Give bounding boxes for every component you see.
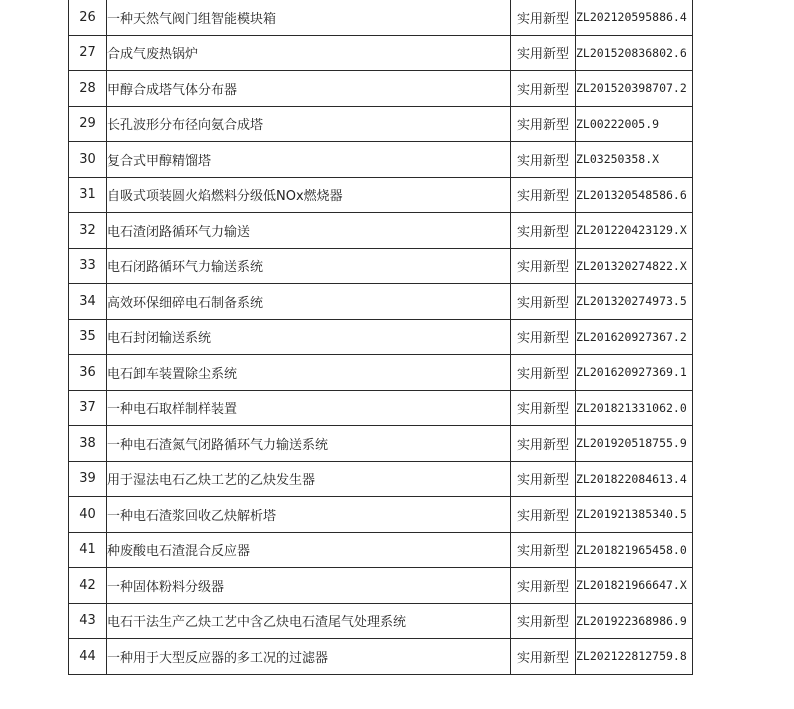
table-row [69,390,693,426]
table-row [69,568,693,604]
patent-number: ZL00222005.9 [576,106,693,142]
patent-type: 实用新型 [511,71,576,107]
row-number: 28 [69,71,107,107]
patent-number: ZL201620927367.2 [576,319,693,355]
table-row [69,319,693,355]
patent-number: ZL202122812759.8 [576,639,693,675]
table-row [69,35,693,71]
patent-number: ZL201220423129.X [576,213,693,249]
patent-number: ZL201821965458.0 [576,532,693,568]
patent-name: 电石卸车装置除尘系统 [107,355,511,391]
patent-type: 实用新型 [511,603,576,639]
patent-name: 长孔波形分布径向氨合成塔 [107,106,511,142]
table-row [69,177,693,213]
patent-type: 实用新型 [511,35,576,71]
table-row [69,106,693,142]
table-row [69,0,693,35]
patent-name: 电石干法生产乙炔工艺中含乙炔电石渣尾气处理系统 [107,603,511,639]
row-number: 31 [69,177,107,213]
patent-number: ZL03250358.X [576,142,693,178]
patent-number: ZL201822084613.4 [576,461,693,497]
table-row [69,71,693,107]
patent-name: 一种固体粉料分级器 [107,568,511,604]
patent-name: 复合式甲醇精馏塔 [107,142,511,178]
patent-name: 一种电石渣氮气闭路循环气力输送系统 [107,426,511,462]
patent-type: 实用新型 [511,142,576,178]
row-number: 42 [69,568,107,604]
patent-name: 自吸式项装圆火焰燃料分级低NOx燃烧器 [107,177,511,213]
patent-type: 实用新型 [511,248,576,284]
patent-type: 实用新型 [511,177,576,213]
table-row [69,284,693,320]
table-row [69,461,693,497]
row-number: 43 [69,603,107,639]
row-number: 35 [69,319,107,355]
patent-name: 一种用于大型反应器的多工况的过滤器 [107,639,511,675]
patent-table-sheet [68,0,692,675]
row-number: 33 [69,248,107,284]
patent-name: 高效环保细碎电石制备系统 [107,284,511,320]
table-row [69,532,693,568]
patent-type: 实用新型 [511,0,576,35]
row-number: 26 [69,0,107,35]
row-number: 44 [69,639,107,675]
patent-type: 实用新型 [511,390,576,426]
patent-number: ZL202120595886.4 [576,0,693,35]
patent-number: ZL201320548586.6 [576,177,693,213]
patent-number: ZL201920518755.9 [576,426,693,462]
patent-type: 实用新型 [511,426,576,462]
row-number: 32 [69,213,107,249]
patent-name: 电石封闭输送系统 [107,319,511,355]
patent-type: 实用新型 [511,213,576,249]
patent-type: 实用新型 [511,568,576,604]
patent-name: 一种电石渣浆回收乙炔解析塔 [107,497,511,533]
patent-type: 实用新型 [511,284,576,320]
patent-number: ZL201520398707.2 [576,71,693,107]
patent-name: 用于湿法电石乙炔工艺的乙炔发生器 [107,461,511,497]
row-number: 37 [69,390,107,426]
table-row [69,142,693,178]
patent-name: 合成气废热锅炉 [107,35,511,71]
row-number: 29 [69,106,107,142]
patent-type: 实用新型 [511,355,576,391]
patent-table-body [69,0,693,674]
row-number: 38 [69,426,107,462]
row-number: 30 [69,142,107,178]
patent-number: ZL201320274822.X [576,248,693,284]
row-number: 41 [69,532,107,568]
table-row [69,248,693,284]
patent-name: 电石闭路循环气力输送系统 [107,248,511,284]
patent-type: 实用新型 [511,532,576,568]
patent-name: 甲醇合成塔气体分布器 [107,71,511,107]
table-row [69,213,693,249]
patent-table [68,0,693,675]
patent-name: 一种天然气阀门组智能模块箱 [107,0,511,35]
row-number: 36 [69,355,107,391]
patent-number: ZL201520836802.6 [576,35,693,71]
patent-number: ZL201821331062.0 [576,390,693,426]
row-number: 39 [69,461,107,497]
table-row [69,497,693,533]
patent-type: 实用新型 [511,497,576,533]
patent-number: ZL201821966647.X [576,568,693,604]
row-number: 40 [69,497,107,533]
patent-name: 一种电石取样制样装置 [107,390,511,426]
patent-number: ZL201320274973.5 [576,284,693,320]
patent-number: ZL201620927369.1 [576,355,693,391]
patent-type: 实用新型 [511,639,576,675]
patent-type: 实用新型 [511,106,576,142]
row-number: 34 [69,284,107,320]
patent-name: 电石渣闭路循环气力输送 [107,213,511,249]
patent-number: ZL201921385340.5 [576,497,693,533]
patent-type: 实用新型 [511,319,576,355]
table-row [69,355,693,391]
row-number: 27 [69,35,107,71]
patent-name: 种废酸电石渣混合反应器 [107,532,511,568]
table-row [69,639,693,675]
patent-type: 实用新型 [511,461,576,497]
patent-number: ZL201922368986.9 [576,603,693,639]
table-row [69,603,693,639]
table-row [69,426,693,462]
